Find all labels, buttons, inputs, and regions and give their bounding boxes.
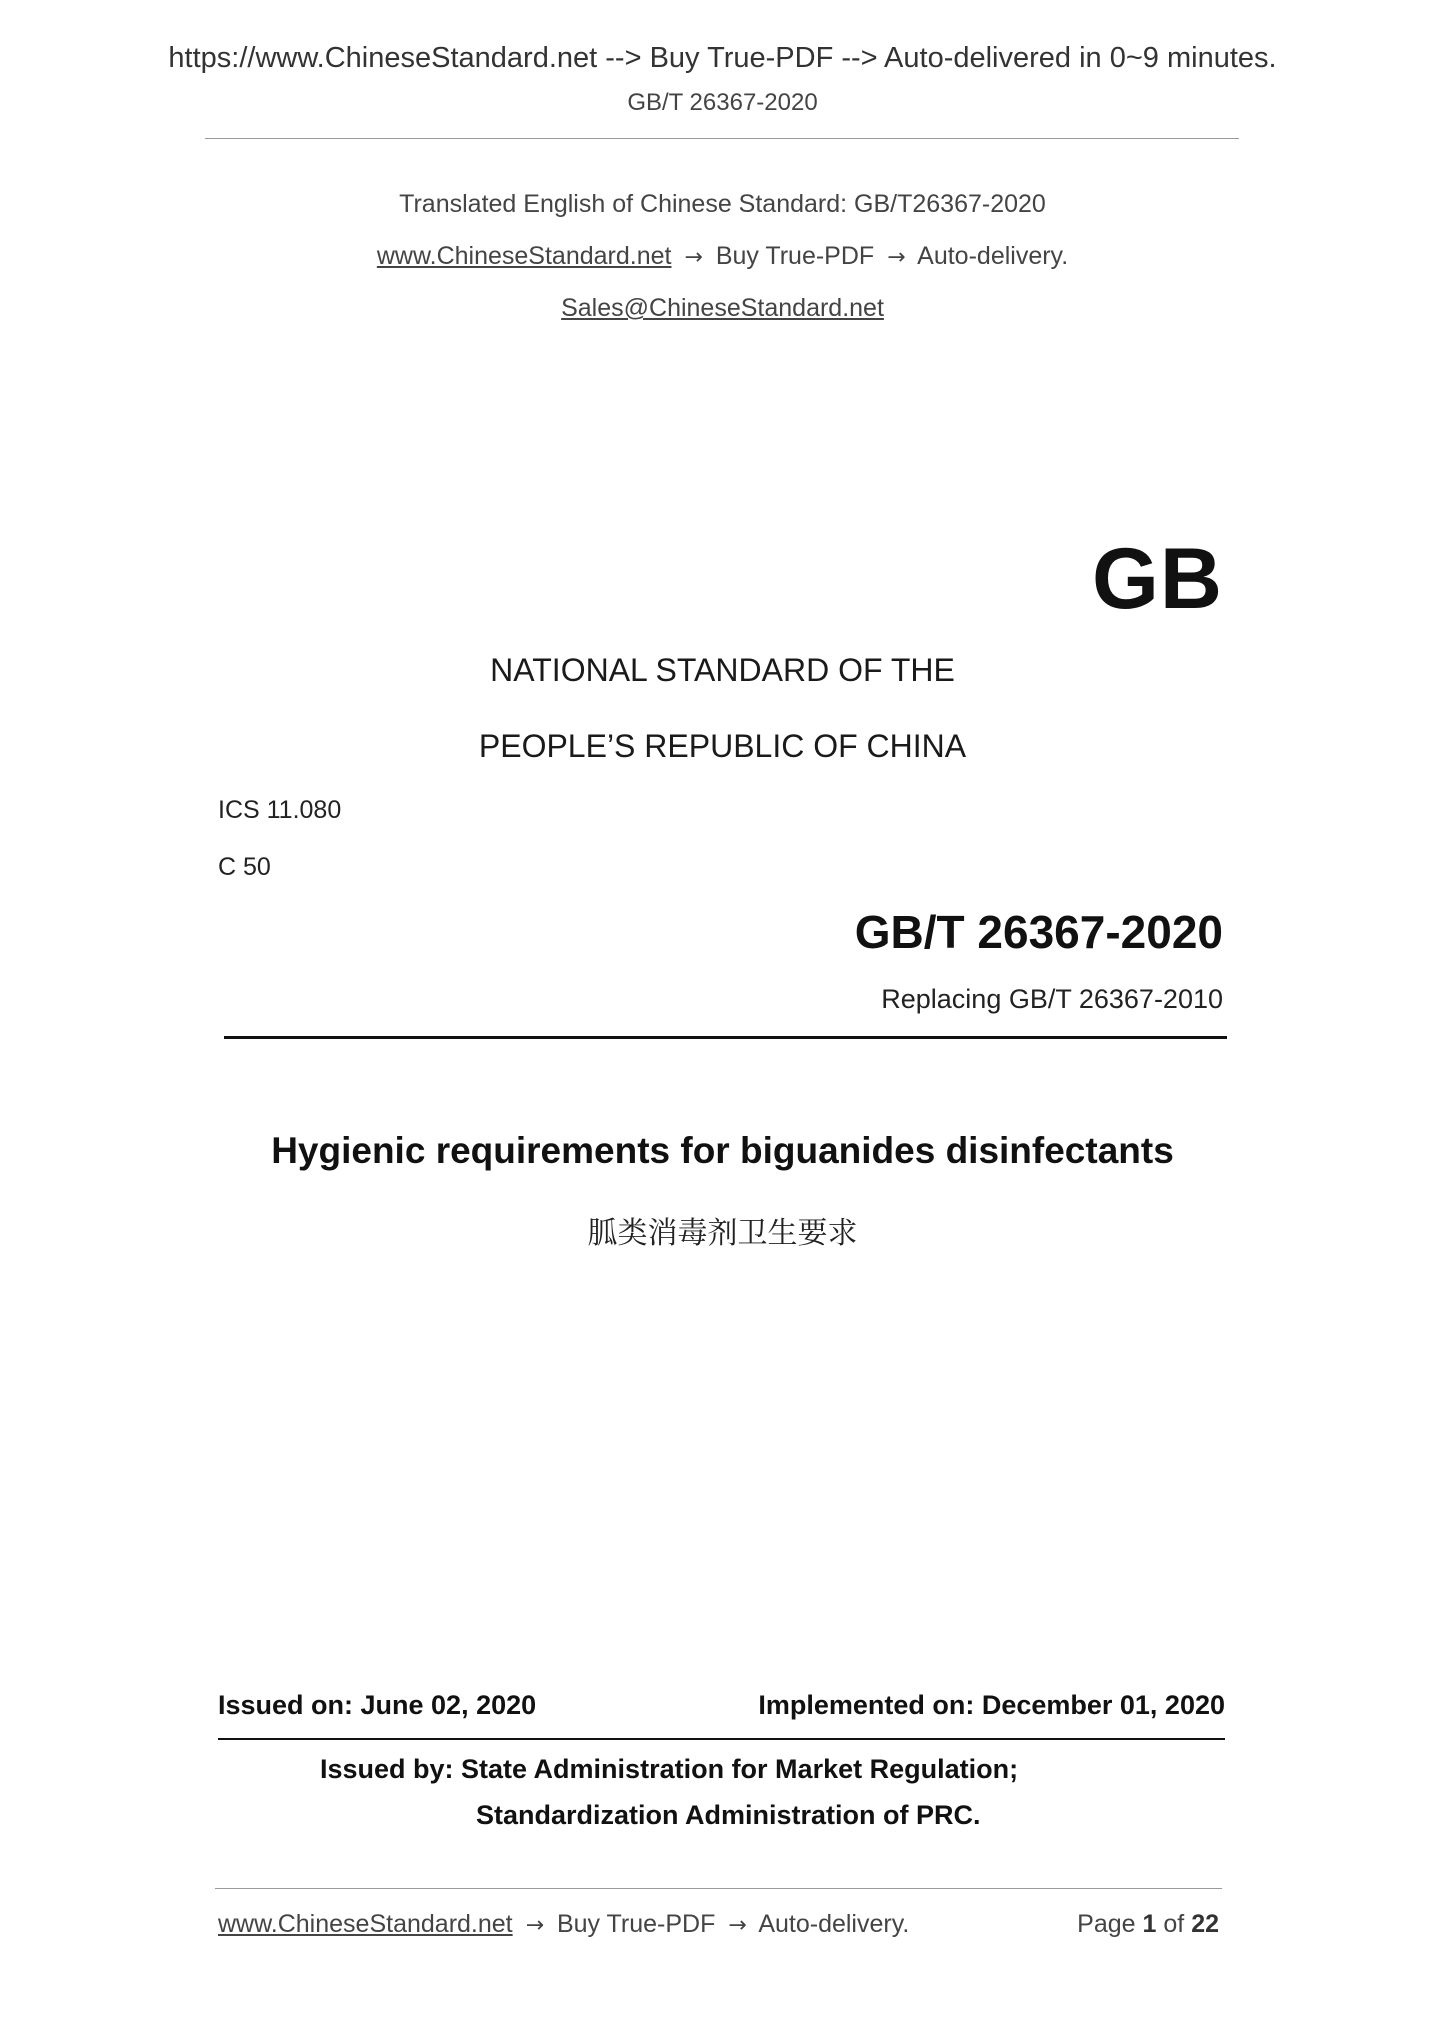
- title-divider: [224, 1036, 1227, 1039]
- site-link[interactable]: www.ChineseStandard.net: [376, 242, 672, 270]
- document-title-cn: 胍类消毒剂卫生要求: [587, 1216, 858, 1251]
- header-divider: [205, 138, 1239, 139]
- issued-by-line-2: Standardization Administration of PRC.: [476, 1800, 981, 1830]
- delivery-text: Auto-delivery.: [917, 242, 1069, 270]
- buy-text: Buy True-PDF: [715, 242, 875, 270]
- standard-number: GB/T 26367-2020: [854, 906, 1223, 958]
- footer-site-link[interactable]: www.ChineseStandard.net: [218, 1910, 513, 1938]
- footer-delivery-text: Auto-delivery.: [758, 1910, 910, 1938]
- implemented-on-date: Implemented on: December 01, 2020: [758, 1690, 1225, 1720]
- arrow-right-icon: →: [887, 245, 906, 270]
- issued-on-date: Issued on: June 02, 2020: [218, 1690, 537, 1720]
- ccs-code: C 50: [218, 853, 271, 881]
- translated-line: Translated English of Chinese Standard: GB/T26367-2020: [399, 190, 1046, 218]
- store-line: [0, 242, 1445, 271]
- header-url-line: https://www.ChineseStandard.net --> Buy True-PDF --> Auto-delivered in 0~9 minutes.: [168, 42, 1277, 74]
- arrow-right-icon: →: [525, 1913, 545, 1938]
- page-current: 1: [1142, 1910, 1157, 1938]
- gb-mark: GB: [1092, 531, 1223, 627]
- email-line: [0, 294, 1445, 323]
- issued-by-line-1: Issued by: State Administration for Market Regulation;: [320, 1754, 1019, 1784]
- page-total: 22: [1191, 1910, 1219, 1938]
- national-standard-line-1: NATIONAL STANDARD OF THE: [490, 652, 955, 688]
- arrow-right-icon: →: [728, 1913, 747, 1938]
- page-of: of: [1163, 1910, 1185, 1938]
- page-label: Page: [1077, 1910, 1136, 1938]
- header-doc-code: GB/T 26367-2020: [627, 89, 818, 116]
- footer-divider: [215, 1888, 1222, 1889]
- footer-store-line: [218, 1910, 909, 1939]
- document-title-en: Hygienic requirements for biguanides disinfectants: [271, 1130, 1174, 1171]
- issue-divider: [218, 1738, 1225, 1740]
- replacing-standard: Replacing GB/T 26367-2010: [881, 984, 1223, 1014]
- email-link[interactable]: Sales@ChineseStandard.net: [561, 294, 884, 322]
- footer-buy-text: Buy True-PDF: [556, 1910, 716, 1938]
- national-standard-line-2: PEOPLE’S REPUBLIC OF CHINA: [478, 728, 967, 764]
- page-indicator: [1077, 1910, 1219, 1939]
- arrow-right-icon: →: [684, 245, 703, 270]
- ics-code: ICS 11.080: [218, 796, 342, 824]
